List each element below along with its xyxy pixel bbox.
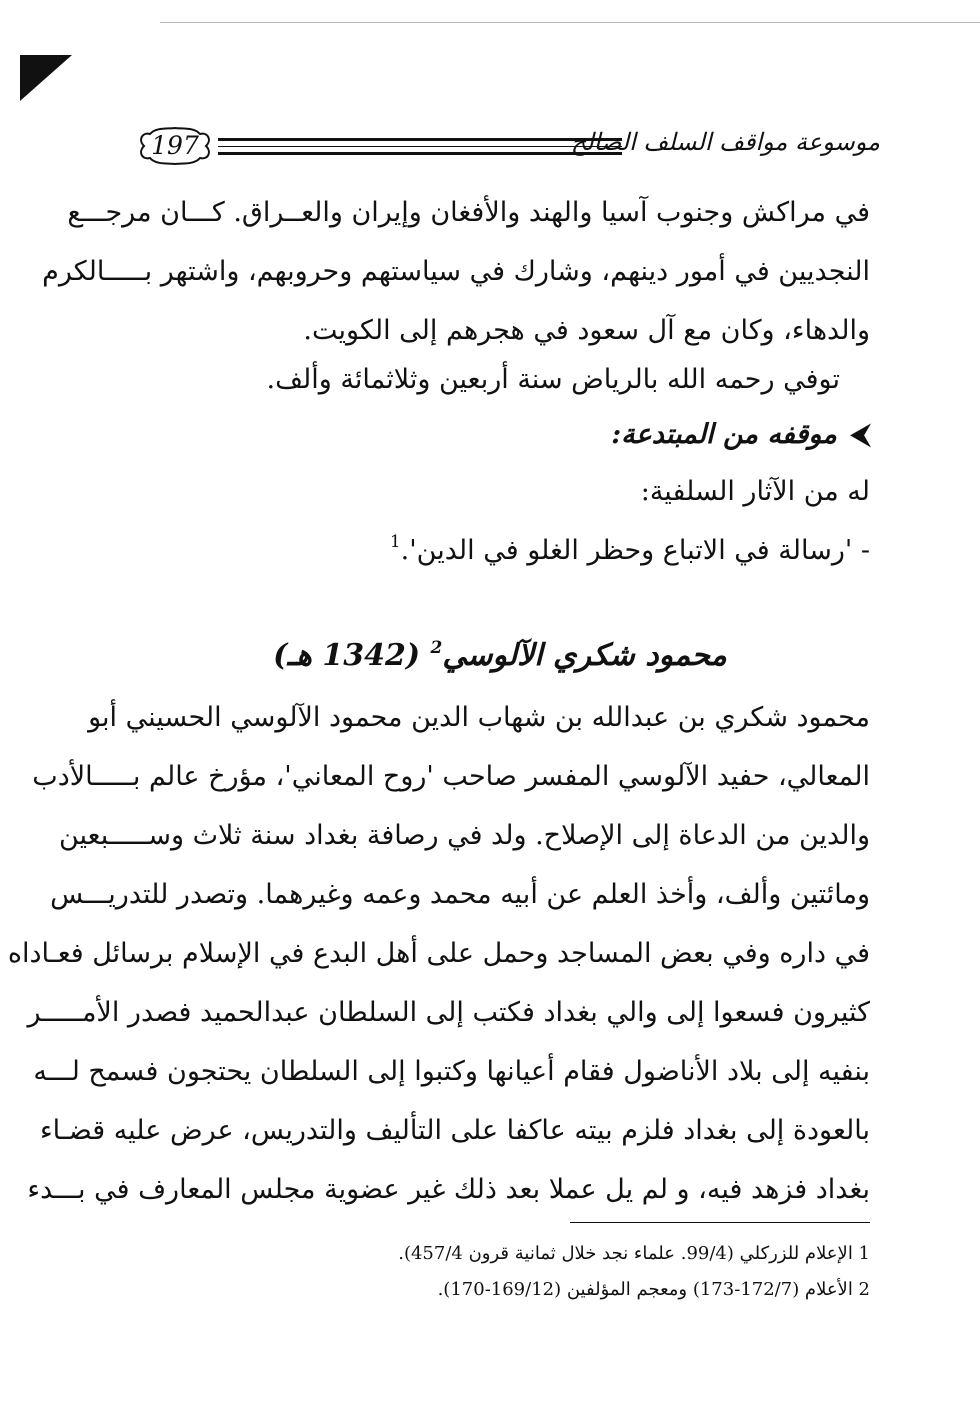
death-paragraph — [130, 350, 870, 409]
footnote-1: 1 الإعلام للزركلي (99/4. علماء نجد خلال ثمانية قرون 457/4). — [398, 1243, 870, 1264]
footnotes — [300, 1236, 870, 1308]
bio-line: والدين من الدعاة إلى الإصلاح. ولد في رصافة بغداد سنة ثلاث وســـــبعين — [58, 820, 870, 851]
footnote-ref: 2 — [430, 638, 443, 658]
section-title — [130, 628, 870, 684]
work-item-text: - 'رسالة في الاتباع وحظر الغلو في الدين'. — [400, 535, 870, 566]
intro-line: والدهاء، وكان مع آل سعود في هجرهم إلى الكويت. — [303, 315, 870, 346]
works-intro: له من الآثار السلفية: — [640, 476, 870, 507]
footnote-ref: 1 — [389, 532, 401, 552]
page-number-badge — [136, 126, 214, 166]
corner-crop-mark — [20, 55, 72, 101]
page-number-text: 197 — [151, 131, 199, 160]
series-title: موسوعة مواقف السلف الصالح — [570, 128, 880, 156]
header-rule-top — [218, 138, 622, 141]
intro-line: النجديين في أمور دينهم، وشارك في سياستهم وحروبهم، واشتهر بـــــالكرم — [42, 256, 870, 287]
bio-line: محمود شكري بن عبدالله بن شهاب الدين محمود الآلوسي الحسيني أبو — [88, 702, 870, 733]
bio-line: بنفيه إلى بلاد الأناضول فقام أعيانها وكتبوا إلى السلطان يحتجون فسمح لـــه — [33, 1056, 870, 1087]
scan-edge-line — [160, 22, 980, 23]
position-heading — [130, 410, 870, 460]
death-line: توفي رحمه الله بالرياض سنة أربعين وثلاثمائة وألف. — [266, 364, 840, 395]
bio-line: بالعودة إلى بغداد فلزم بيته عاكفا على التأليف والتدريس، عرض عليه قضـاء — [39, 1115, 870, 1146]
page-header — [130, 122, 880, 170]
bio-line: كثيرون فسعوا إلى والي بغداد فكتب إلى السلطان عبدالحميد فصدر الأمـــــر — [27, 997, 870, 1028]
bio-line: ومائتين وألف، وأخذ العلم عن أبيه محمد وعمه وغيرهما. وتصدر للتدريـــس — [50, 879, 870, 910]
position-heading-text: موقفه من المبتدعة: — [611, 419, 837, 450]
intro-line: في مراكش وجنوب آسيا والهند والأفغان وإيران والعــراق. كـــان مرجـــع — [67, 197, 870, 228]
section-title-year: (1342 هـ) — [273, 638, 421, 673]
footnote-2: 2 الأعلام (172/7-173) ومعجم المؤلفين (169/12-170). — [437, 1279, 870, 1300]
header-rule-middle — [218, 146, 622, 147]
header-rule-bottom — [218, 152, 622, 155]
footnote-separator — [570, 1222, 870, 1223]
works-block — [130, 462, 870, 580]
section-title-name: محمود شكري الآلوسي — [442, 638, 727, 673]
biography-paragraph — [7, 688, 870, 1219]
work-item — [130, 521, 870, 580]
arrow-bullet-icon: ⮜ — [850, 419, 870, 450]
bio-line: بغداد فزهد فيه، و لم يل عملا بعد ذلك غير عضوية مجلس المعارف في بـــدء — [27, 1174, 870, 1205]
intro-paragraph — [42, 183, 870, 360]
bio-line: في داره وفي بعض المساجد وحمل على أهل البدع في الإسلام برسائل فعـاداه — [7, 938, 870, 969]
bio-line: المعالي، حفيد الآلوسي المفسر صاحب 'روح المعاني'، مؤرخ عالم بـــــالأدب — [32, 761, 870, 792]
